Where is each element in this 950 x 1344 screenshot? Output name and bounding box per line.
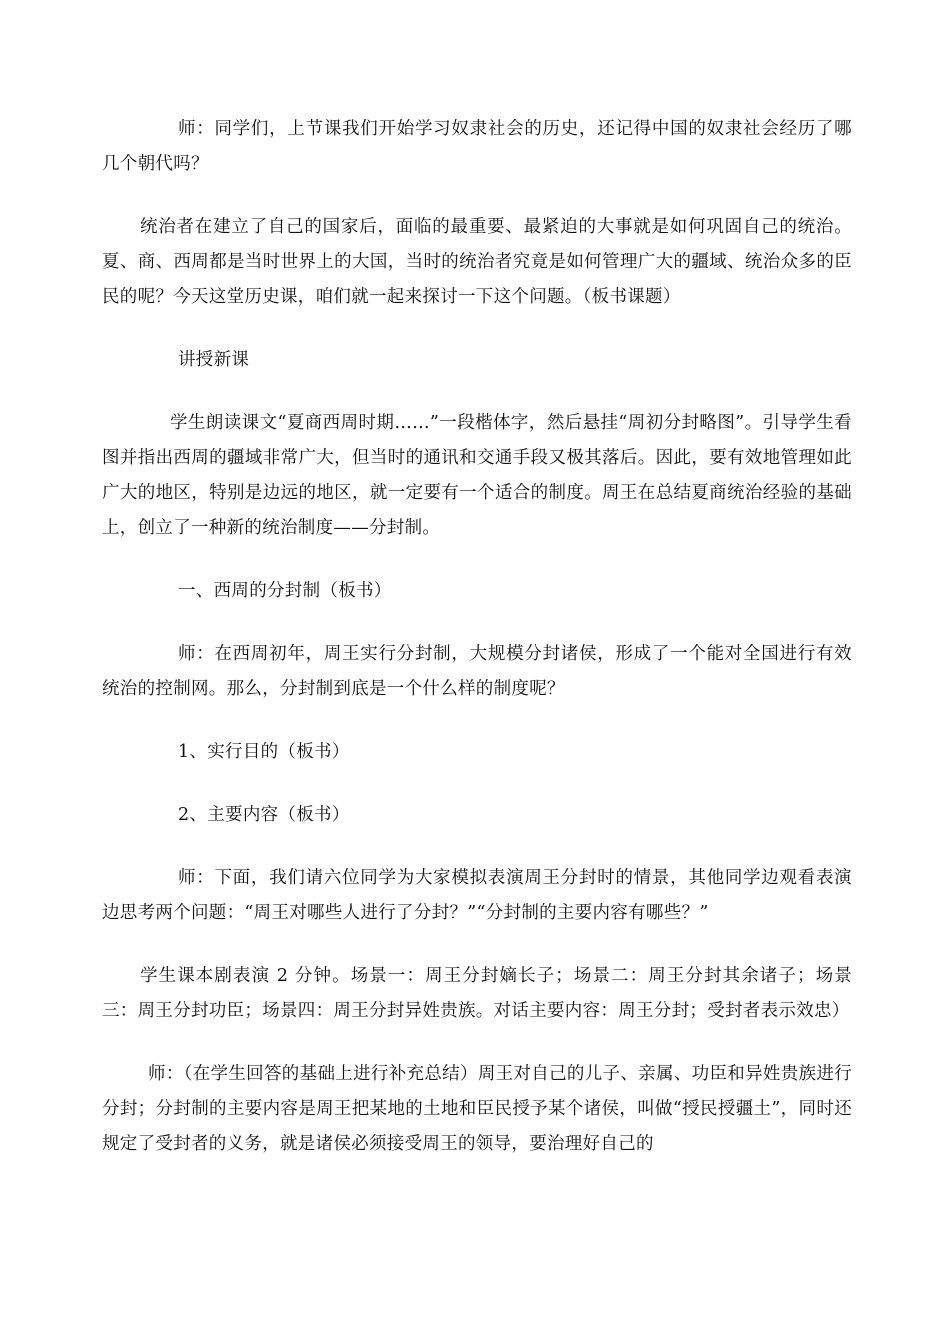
subheading-main-content: 2、主要内容（板书） bbox=[178, 805, 350, 825]
paragraph-teacher-question: 师：同学们，上节课我们开始学习奴隶社会的历史，还记得中国的奴隶社会经历了哪几个朝代吗？ bbox=[102, 119, 852, 174]
paragraph-student-reading: 学生朗读课文“夏商西周时期……”一段楷体字，然后悬挂“周初分封略图”。引导学生看图并指出西周的疆域非常广大，但当时的通讯和交通手段又极其落后。因此，要有效地管理如此广大的地区，特别是边远的地区，就一定要有一个适合的制度。周王在总结夏商统治经验的基础上，创立了一种新的统治制度——分封制。 bbox=[102, 413, 852, 538]
paragraph-teacher-summary: 师：（在学生回答的基础上进行补充总结）周王对自己的儿子、亲属、功臣和异姓贵族进行分封；分封制的主要内容是周王把某地的土地和臣民授予某个诸侯，叫做“授民授疆土”，同时还规定了受封者的义务，就是诸侯必须接受周王的领导，要治理好自己的 bbox=[102, 1064, 852, 1154]
subheading-purpose: 1、实行目的（板书） bbox=[178, 742, 350, 762]
document-page bbox=[102, 112, 852, 1162]
heading-fengjian-system: 一、西周的分封制（板书） bbox=[178, 581, 392, 601]
paragraph-introduction: 统治者在建立了自己的国家后，面临的最重要、最紧迫的大事就是如何巩固自己的统治。夏、商、西周都是当时世界上的大国，当时的统治者究竟是如何管理广大的疆域、统治众多的臣民的呢？今天这堂历史课，咱们就一起来探讨一下这个问题。（板书课题） bbox=[102, 217, 852, 307]
paragraph-roleplay-scenes: 学生课本剧表演 2 分钟。场景一：周王分封嫡长子；场景二：周王分封其余诸子；场景三：周王分封功臣；场景四：周王分封异姓贵族。对话主要内容：周王分封；受封者表示效忠） bbox=[102, 966, 852, 1021]
paragraph-teacher-explanation: 师：在西周初年，周王实行分封制，大规模分封诸侯，形成了一个能对全国进行有效统治的控制网。那么，分封制到底是一个什么样的制度呢？ bbox=[102, 644, 852, 699]
paragraph-roleplay-instructions: 师：下面，我们请六位同学为大家模拟表演周王分封时的情景，其他同学边观看表演边思考两个问题：“周王对哪些人进行了分封？”“分封制的主要内容有哪些？” bbox=[102, 868, 852, 923]
section-heading-new-lesson: 讲授新课 bbox=[178, 350, 250, 370]
